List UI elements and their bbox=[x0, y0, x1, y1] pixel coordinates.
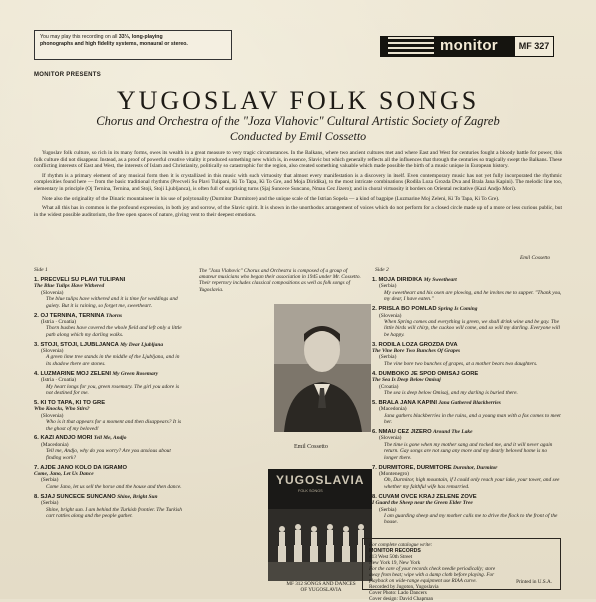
track-name: 6. NMAU CEZ JIZERO bbox=[372, 429, 432, 436]
liner-paragraph: What all this has in common is the profound expression, in both joy and sorrow, of the Slavic spirit. It is shown in the unorthodox arrangement of voices which do not perform for a closed circle made up of a more or less curious public, but in the widest possible auditorium, the free open spaces of nature, giving vent to their deepest emotions. bbox=[34, 205, 562, 218]
catalogue-box bbox=[362, 538, 561, 602]
track-english: I Guard the Sheep near the Green Elder Tree bbox=[372, 500, 473, 507]
track-name: 2. PRISLA BO POMLAD bbox=[372, 306, 437, 313]
catalogue-heading: For complete catalogue write: bbox=[369, 542, 433, 548]
track-origin: (Montenegro) bbox=[379, 470, 409, 477]
related-album-title: YUGOSLAVIA bbox=[276, 473, 365, 487]
liner-notes bbox=[34, 150, 562, 221]
track bbox=[34, 371, 182, 397]
track-origin: (Serbia) bbox=[379, 283, 397, 290]
track-desc: My sweetheart and his oxen are plowing, and he invites me to supper. "Thank you, my dear, I have eaten." bbox=[384, 289, 562, 303]
album-title: YUGOSLAV FOLK SONGS bbox=[116, 86, 480, 115]
presents-line: MONITOR PRESENTS bbox=[34, 72, 102, 78]
track-name: 4. LUZMARINE MOJ ZELENI bbox=[34, 370, 111, 377]
track bbox=[34, 277, 182, 309]
track bbox=[372, 371, 562, 397]
dancers-image bbox=[268, 469, 372, 581]
track bbox=[34, 494, 182, 520]
catalogue-address2: New York 19, New York bbox=[369, 560, 421, 566]
notice-line1-bold: 33⅓, long-playing bbox=[118, 34, 163, 40]
side1-tracklist bbox=[34, 277, 182, 523]
track-name: 3. STOJI, STOJI, LJUBLJANCA bbox=[34, 341, 119, 348]
track-name: 4. DUMBOKO JE SPOD OMISAJ GORE bbox=[372, 370, 479, 377]
related-album-caption-line2: OF YUGOSLAVIA bbox=[300, 587, 342, 593]
conductor-photo bbox=[274, 304, 371, 432]
track-desc: The vine bore two bunches of grapes, at a mother bears two daughters. bbox=[384, 360, 538, 367]
track bbox=[34, 342, 182, 368]
track-desc: Who is it that appears for a moment and then disappears? It is the ghost of my beloved! bbox=[46, 419, 182, 432]
track-desc: When Spring comes and everything is green, we shall drink wine and be gay. The little birds will chirp, the cuckoo will come, and so will my darling. Everyone will be happy. bbox=[384, 318, 561, 338]
track bbox=[34, 400, 182, 432]
track-name: 6. KAZI ANDJO MORI bbox=[34, 435, 93, 442]
track-origin: (Slovenia) bbox=[379, 435, 402, 442]
printed-in: Printed in U.S.A. bbox=[516, 579, 552, 585]
credit-line: Recorded by Jugoton, Yugoslavia bbox=[369, 584, 439, 590]
track-english: My Dear Ljubljana bbox=[120, 341, 164, 348]
track-name: 1. PRECVELI SU PLAVI TULIPANI bbox=[34, 277, 126, 283]
track-desc: Thorn bushes have covered the whole field and left only a little path along which my darling walks. bbox=[46, 325, 182, 338]
track-desc: Jana gathers blackberries in the ruins, and a young man with a fox comes to meet her. bbox=[384, 412, 561, 426]
track-name: 8. SJAJ SUNCECE SUNCANO bbox=[34, 493, 116, 500]
track-english: Who Knocks, Who Stirs? bbox=[34, 406, 90, 413]
track-origin: (Slovenia) bbox=[41, 412, 64, 419]
track-name: 8. CUVAM OVCE KRAJ ZELENE ZOVE bbox=[372, 493, 477, 500]
track bbox=[34, 435, 182, 461]
track-name: 7. AJDE JANO KOLO DA IGRAMO bbox=[34, 464, 127, 471]
track-origin: (Slovenia) bbox=[41, 348, 64, 355]
track-english: Jana Gathered Blackberries bbox=[438, 399, 501, 406]
track bbox=[372, 429, 562, 461]
related-album-cover bbox=[268, 469, 372, 581]
notice-line1-pre: You may play this recording on all bbox=[40, 34, 119, 40]
track-english: Durmitor, Durmitor bbox=[453, 464, 498, 471]
conductor-portrait-image bbox=[274, 304, 371, 432]
track-english: Spring Is Coming bbox=[437, 306, 478, 313]
track-english: Tell Me, Andjo bbox=[93, 435, 127, 442]
track-origin: (Slovenia) bbox=[41, 289, 64, 296]
track-desc: The sea is deep below Omisaj, and my darling is buried there. bbox=[384, 390, 518, 396]
track-english: My Green Rosemary bbox=[112, 370, 159, 377]
playback-notice bbox=[34, 30, 232, 60]
notice-line2: phonographs and high fidelity systems, monaural or stereo. bbox=[40, 41, 188, 47]
ensemble-note: The "Joza Vlahovic" Chorus and Orchestra is composed of a group of amateur musicians who began their association in 1945 under Mr. Cossetto. Their repertory includes classical compositions as well as folk songs of Yugoslavia. bbox=[199, 268, 361, 293]
track-desc: A green lime tree stands in the middle of the Ljubljana, and in its shadow there are stones. bbox=[46, 354, 180, 367]
track-origin: (Croatia) bbox=[379, 383, 399, 390]
track-desc: Oh, Durmitor, high mountain, if I could only reach your lake, your tower, and see whether my faithful wife has remarried. bbox=[384, 477, 560, 490]
track-origin: (Istria · Croatia) bbox=[41, 318, 77, 325]
track-english: My Sweetheart bbox=[423, 277, 457, 283]
track-origin: (Serbia) bbox=[41, 500, 59, 507]
track-origin: (Slovenia) bbox=[379, 312, 402, 319]
track-english: The Blue Tulips Have Withered bbox=[34, 283, 105, 290]
track-origin: (Macedonia) bbox=[379, 406, 407, 413]
track-english: The Sea Is Deep Below Omisaj bbox=[372, 377, 441, 384]
catalogue-address1: 413 West 50th Street bbox=[369, 554, 413, 560]
track bbox=[372, 494, 562, 526]
track-desc: I am guarding sheep and my mother calls me to drive the flock to the front of the house. bbox=[384, 512, 558, 526]
track-desc: The time is gone when my mother sang and rocked me, and it will never again return. Gay songs are not sung any more and my dearly beloved home is no longer there. bbox=[384, 441, 553, 461]
catalogue-company: MONITOR RECORDS bbox=[369, 548, 421, 554]
catalog-number: MF 327 bbox=[514, 36, 554, 57]
photo-caption: Emil Cossetto bbox=[294, 444, 328, 450]
album-subtitle: Chorus and Orchestra of the "Joza Vlahovic" Cultural Artistic Society of Zagreb bbox=[96, 114, 500, 128]
related-album-caption-line1: MF 312 SONGS AND DANCES bbox=[286, 581, 356, 587]
track-name: 3. RODILA LOZA GROZDA DVA bbox=[372, 341, 458, 348]
side2-tracklist bbox=[372, 277, 562, 529]
track-origin: (Serbia) bbox=[379, 506, 397, 513]
track bbox=[34, 313, 182, 339]
track bbox=[34, 465, 182, 491]
track-desc: Shine, bright sun. I am behind the Turkish frontier. The Turkish cart rattles along and the people gather. bbox=[46, 506, 182, 519]
track-name: 2. OJ TERNINA, TERNINA bbox=[34, 312, 105, 319]
conductor-line: Conducted by Emil Cossetto bbox=[229, 129, 367, 143]
track-origin: (Serbia) bbox=[379, 354, 397, 361]
track-english: Shine, Bright Sun bbox=[117, 493, 158, 500]
track-english: Around The Lake bbox=[432, 429, 473, 436]
track bbox=[372, 277, 562, 303]
track-name: 5. KI TO TAPA, KI TO GRE bbox=[34, 399, 106, 406]
liner-signature: Emil Cossetto bbox=[520, 255, 551, 261]
liner-paragraph: Note also the originality of the Dinaric mountaineer in his use of polytonality (Durmitor Durmitore) and the unique scale of the Istrian Sopela — a kind of bagpipe (Luzmarine Moj Zeleni, Ki To Tapa, Ki To Gre). bbox=[42, 195, 500, 202]
track bbox=[372, 400, 562, 426]
track-english: Thorns bbox=[105, 312, 123, 319]
track-english: The Vine Bore Two Bunches Of Grapes bbox=[372, 348, 461, 355]
side2-heading: Side 2 bbox=[375, 267, 389, 273]
track-desc: My heart longs for you, green rosemary. The girl you adore is not destined for me. bbox=[46, 383, 180, 396]
track-name: 7. DURMITORE, DURMITORE bbox=[372, 464, 452, 471]
track-name: 5. BRALA JANA KAPINI bbox=[372, 399, 437, 406]
track-desc: The blue tulips have withered and it is time for weddings and gaiety. But it is raining, so forget me, sweetheart. bbox=[46, 296, 178, 309]
side1-heading: Side 1 bbox=[34, 267, 48, 273]
track-desc: Come Jano, let us sell the horse and the house and then dance. bbox=[46, 483, 182, 490]
track bbox=[372, 465, 562, 491]
related-album-subtitle: FOLK SONGS bbox=[298, 489, 323, 493]
track-origin: (Serbia) bbox=[41, 477, 59, 484]
track-name: 1. MOJA DIRIDIKA bbox=[372, 277, 423, 283]
track-desc: Tell me, Andjo, why do you worry? Are you anxious about finding work? bbox=[46, 448, 171, 461]
logo-stripes bbox=[388, 36, 434, 57]
credit-line: Cover design: David Chapman bbox=[369, 596, 434, 602]
liner-paragraph: Yugoslav folk culture, so rich in its many forms, owes its wealth in a great measure to very tragic circumstances. In the Balkans, where two ancient cultures met and where East and West for centuries fought a bloody battle for power, this folk culture did not disappear. Instead, as a proof of powerful creative vitality it produced something new which is, in essence, Slavic but which generally reflects all the influences that through the centuries so tragically swept the Balkans. These conflicting interests of East and West, the interests of Islam and Christianity, politically so catastrophic for the region, also created something valuable which made possible the birth of a music unique in European history. bbox=[34, 150, 562, 170]
track-origin: (Istria · Croatia) bbox=[41, 377, 77, 384]
record-care-note: For the care of your records check needle periodically; store away from heat; wipe with a damp cloth before playing. For playback on wide-range equipment use RIAA curve. bbox=[369, 566, 496, 584]
track-english: Come, Jano, Let Us Dance bbox=[34, 470, 94, 477]
track-origin: (Macedonia) bbox=[41, 441, 69, 448]
credit-line: Cover Photo: Lado Dancers bbox=[369, 590, 427, 596]
liner-paragraph: If rhythm is a primary element of any musical form then it is crystallized in this music with such virtuosity that almost every manifestation is a discovery in itself. Even contemporary music has not yet fully incorporated the rhythmic complexities found here — from the basic traditional rhythms (Precveli Su Plavi Tulipani, Ki To Tapa, Ki To Gre, and Moja Diridika), to the most intricate combinations (Rodila Loza Grozda Dva and Brala Jana Kapini). The melodic line too, elementary in principle (Oj Ternina, Ternina, and Stoji, Stoji Ljubljanca), is often full of surprising turns (Sjaj Suncece Suncano, Nmau Cez Jizero); and in choral virtuosity it borders on Oriental recitative (Kazi Andjo Mori). bbox=[34, 172, 562, 192]
track bbox=[372, 306, 562, 338]
track bbox=[372, 342, 562, 368]
brand-name: monitor bbox=[440, 37, 498, 54]
